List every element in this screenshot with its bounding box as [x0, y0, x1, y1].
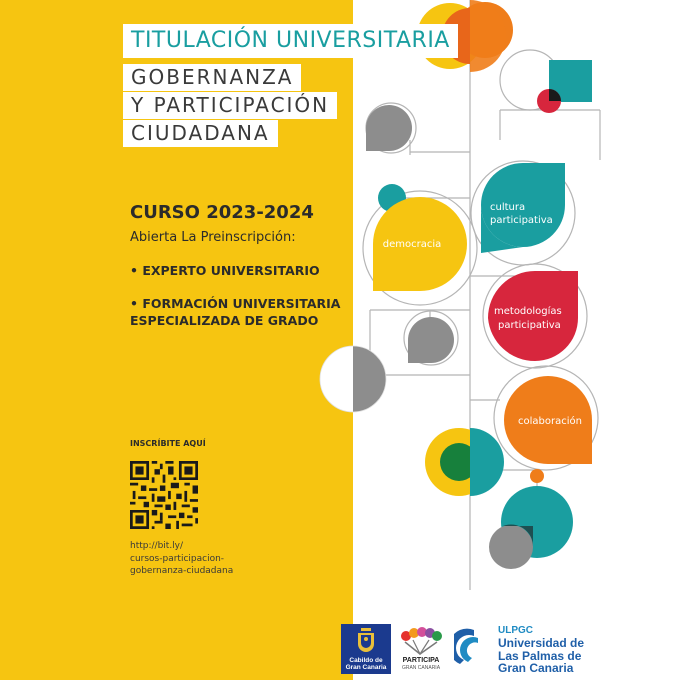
topic-colaboracion	[504, 376, 592, 464]
ulpgc-line-2: Las Palmas de	[498, 648, 582, 663]
participa-sub-label: GRAN CANARIA	[401, 665, 441, 671]
title-line-1: GOBERNANZA	[123, 64, 301, 91]
colaboracion-label: colaboración	[518, 416, 582, 427]
participa-gran-canaria-logo	[396, 626, 446, 672]
participa-people-icon	[396, 626, 446, 656]
bullet-expert-degree: • EXPERTO UNIVERSITARIO	[130, 263, 320, 278]
course-year: CURSO 2023-2024	[130, 202, 314, 223]
title-line-3: CIUDADANA	[123, 120, 278, 147]
signup-url[interactable]	[130, 540, 233, 578]
topic-metodologias-participativa	[488, 271, 578, 361]
bullet-specialized-degree: • FORMACIÓN UNIVERSITARIA ESPECIALIZADA DE GRADO	[130, 296, 341, 328]
participa-label: PARTICIPA	[402, 657, 440, 664]
half-circle-pair	[320, 346, 386, 412]
cultura-label: cultura	[490, 202, 526, 213]
participativa-label: participativa	[490, 215, 553, 226]
title-line-2: Y PARTICIPACIÓN	[123, 92, 337, 119]
url-line-3: gobernanza-ciudadana	[130, 566, 234, 576]
ulpgc-line-1: Universidad de	[498, 636, 585, 650]
coat-of-arms-icon	[341, 624, 391, 656]
signup-label: INSCRÍBITE AQUÍ	[130, 439, 206, 448]
topic-democracia	[373, 197, 467, 291]
grey-drop-2	[408, 317, 454, 363]
url-line-1: http://bit.ly/	[130, 541, 184, 551]
ulpgc-line-3: Gran Canaria	[498, 661, 574, 675]
ulpgc-wave-icon	[454, 624, 494, 670]
ulpgc-acronym: ULPGC	[498, 625, 533, 636]
metodologias-label: metodologías	[494, 306, 562, 317]
topic-cultura-participativa	[481, 163, 565, 253]
enrollment-status: Abierta La Preinscripción:	[130, 230, 296, 245]
cabildo-label-1: Cabildo de	[349, 657, 383, 664]
url-line-2: cursos-participacion-	[130, 553, 225, 564]
teal-drop-top	[537, 60, 592, 113]
program-type-badge: TITULACIÓN UNIVERSITARIA	[123, 24, 458, 58]
ulpgc-full-name	[498, 637, 598, 675]
democracia-label: democracia	[382, 239, 442, 250]
cabildo-label-2: Gran Canaria	[345, 664, 387, 671]
grey-drop-1	[366, 105, 412, 151]
cabildo-gran-canaria-logo	[341, 624, 391, 674]
qr-code[interactable]	[130, 461, 198, 529]
participativa-label-2: participativa	[498, 320, 561, 331]
